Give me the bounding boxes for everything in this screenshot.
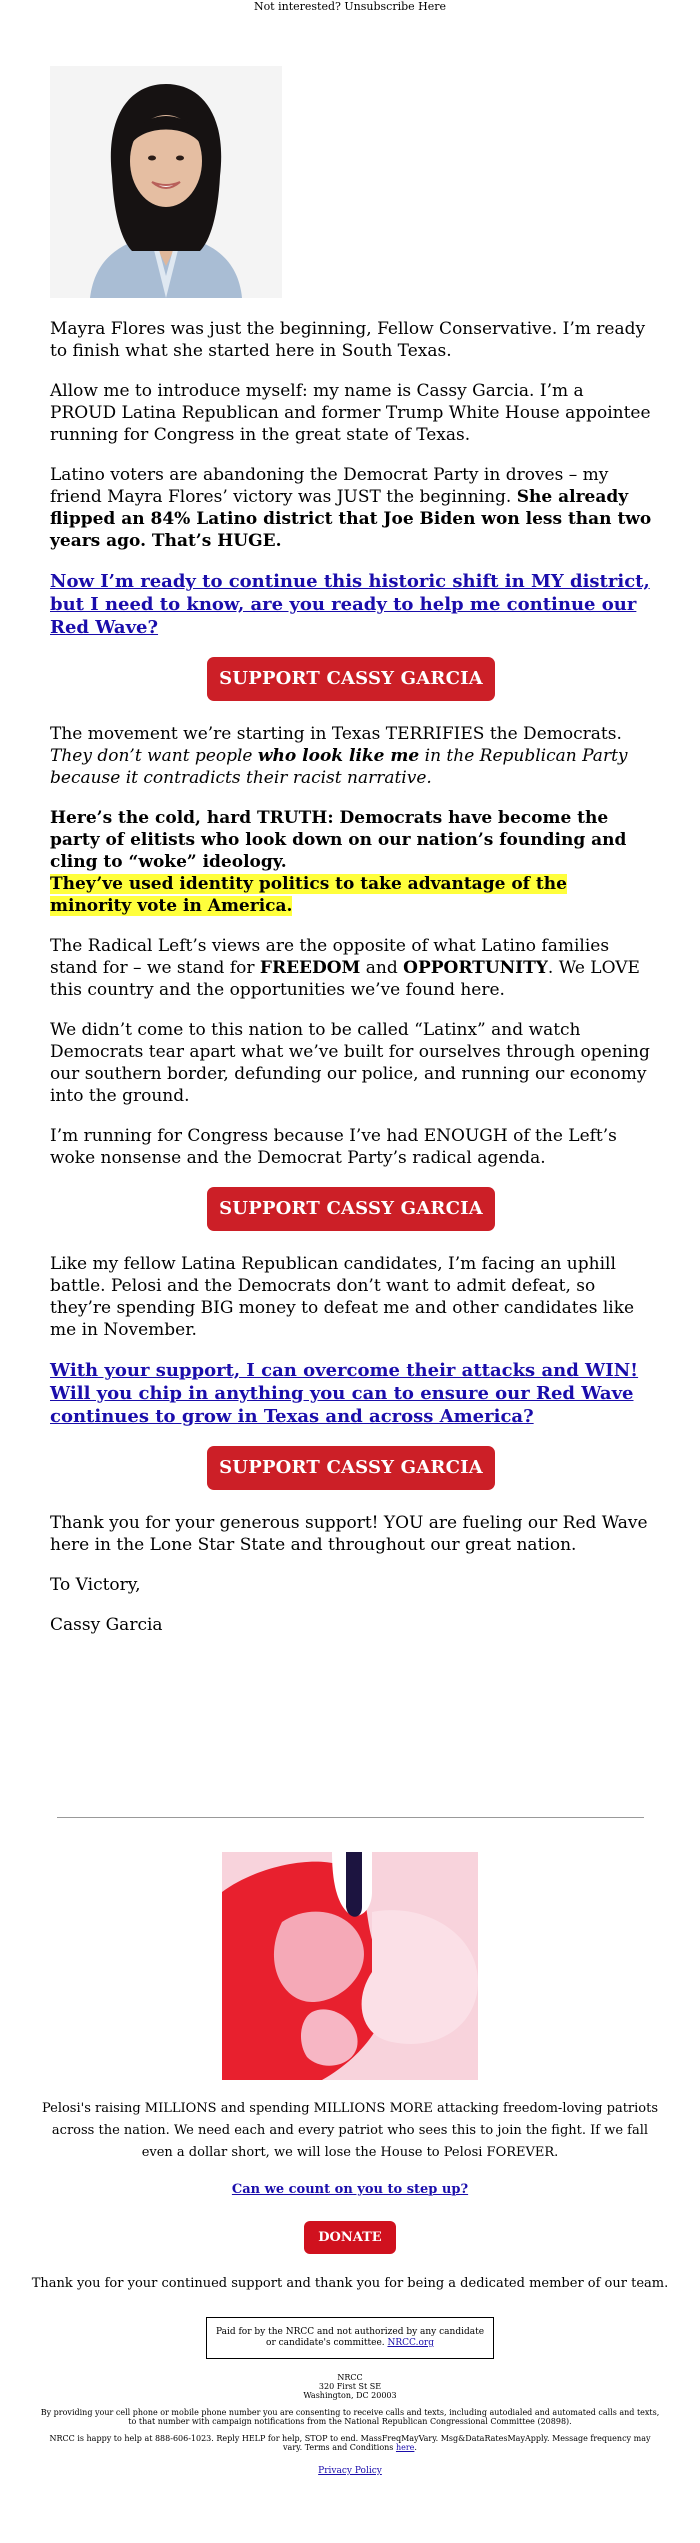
email-body — [50, 66, 652, 1654]
paid-for-disclaimer — [206, 2317, 494, 2359]
paragraph-latinx: We didn’t come to this nation to be called “Latinx” and watch Democrats tear apart what we’ve built for ourselves through opening our southern border, defunding our police, and running our economy into the ground. — [50, 1020, 650, 1106]
text-span: The Radical Left’s views are the opposite of what Latino families stand for – we stand for — [50, 936, 610, 978]
sms-consent-text: By providing your cell phone or mobile phone number you are consenting to receive calls and texts, including autodialed and automated calls and texts, to that number with campaign notifications from the National Republican Congressional Committee (20898). — [40, 2408, 660, 2426]
cta-container — [50, 657, 652, 701]
paragraph-running: I’m running for Congress because I’ve had ENOUGH of the Left’s woke nonsense and the Democrat Party’s radical agenda. — [50, 1126, 617, 1168]
italic-text: They don’t want people — [50, 746, 258, 766]
text-span: . We LOVE this country and the opportunities we’ve found here. — [50, 958, 640, 1000]
text-span: and — [360, 958, 404, 978]
paragraph-uphill-battle: Like my fellow Latina Republican candidates, I’m facing an uphill battle. Pelosi and the Democrats don’t want to admit defeat, so they’re spending BIG money to defeat me and other candidates like me in November. — [50, 1254, 635, 1340]
paid-text: Paid for by the NRCC and not authorized by any candidate or candidate's committee. — [215, 2327, 485, 2348]
address-line: Washington, DC 20003 — [303, 2391, 397, 2400]
bold-italic-text: who look like me — [257, 746, 420, 766]
ask-line — [0, 2182, 700, 2197]
paragraph-radical-left — [50, 935, 652, 1001]
chip-in-link[interactable]: With your support, I can overcome their attacks and WIN! Will you chip in anything you can to ensure our Red Wave continues to grow in Texas and across America? — [50, 1360, 639, 1427]
bold-text: She already flipped an 84% Latino district that Joe Biden won less than two years ago. That’s HUGE. — [50, 487, 652, 551]
address-line: 320 First St SE — [318, 2382, 382, 2391]
signature: Cassy Garcia — [50, 1615, 163, 1635]
footer-message: Pelosi's raising MILLIONS and spending MILLIONS MORE attacking freedom-loving patriots across the nation. We need each and every patriot who sees this to join the fight. If we fall even a dollar short, we will lose the House to Pelosi FOREVER. — [41, 2101, 659, 2160]
continue-red-wave-link[interactable]: Now I’m ready to continue this historic shift in MY district, but I need to know, are you ready to help me continue our Red Wave? — [50, 571, 650, 638]
nrcc-link[interactable]: NRCC.org — [387, 2338, 434, 2348]
paragraph-latino-voters — [50, 464, 652, 552]
support-cassy-garcia-button[interactable]: SUPPORT CASSY GARCIA — [207, 657, 495, 701]
candidate-photo — [50, 66, 282, 298]
paragraph-movement — [50, 723, 652, 789]
terms-link[interactable]: here — [395, 2443, 415, 2452]
paragraph-thank-you: Thank you for your generous support! YOU are fueling our Red Wave here in the Lone Star State and throughout our great nation. — [50, 1513, 648, 1555]
text-span: The movement we’re starting in Texas TERRIFIES the Democrats. — [50, 724, 622, 744]
bold-text: Here’s the cold, hard TRUTH: Democrats have become the party of elitists who look down on our nation’s founding and cling to “woke” ideology. — [50, 808, 627, 872]
cta-container — [50, 1187, 652, 1231]
divider — [57, 1817, 644, 1818]
italic-text: in the Republican Party because it contradicts their racist narrative. — [50, 746, 628, 788]
step-up-link[interactable]: Can we count on you to step up? — [231, 2182, 469, 2197]
text-span: Latino voters are abandoning the Democrat Party in droves – my friend Mayra Flores’ victory was JUST the beginning. — [50, 465, 609, 507]
address-line: NRCC — [337, 2373, 363, 2382]
bold-text: OPPORTUNITY — [403, 958, 548, 978]
donate-button[interactable]: DONATE — [304, 2221, 395, 2254]
bold-text: FREEDOM — [259, 958, 361, 978]
privacy-line — [0, 2466, 700, 2476]
unsubscribe-bar — [0, 0, 700, 14]
unsubscribe-link[interactable]: Not interested? Unsubscribe Here — [253, 0, 447, 13]
abstract-illustration — [222, 1852, 478, 2080]
sms-help-text: NRCC is happy to help at 888-606-1023. Reply HELP for help, STOP to end. MassFreqMayVary. Msg&DataRatesMayApply. Message frequency may vary. Terms and Conditions here. — [49, 2434, 651, 2452]
support-cassy-garcia-button[interactable]: SUPPORT CASSY GARCIA — [207, 1446, 495, 1490]
highlighted-text: They’ve used identity politics to take advantage of the minority vote in America. — [50, 874, 567, 916]
paragraph-introduction: Allow me to introduce myself: my name is Cassy Garcia. I’m a PROUD Latina Republican and former Trump White House appointee running for Congress in the great state of Texas. — [50, 381, 651, 445]
privacy-policy-link[interactable]: Privacy Policy — [318, 2466, 382, 2476]
paragraph-truth — [50, 807, 652, 917]
paragraph-intro: Mayra Flores was just the beginning, Fellow Conservative. I’m ready to finish what she started here in South Texas. — [50, 319, 646, 361]
signoff: To Victory, — [50, 1575, 141, 1595]
support-cassy-garcia-button[interactable]: SUPPORT CASSY GARCIA — [207, 1187, 495, 1231]
footer-thanks: Thank you for your continued support and thank you for being a dedicated member of our team. — [31, 2276, 669, 2291]
mailing-address — [0, 2373, 700, 2400]
cta-container — [50, 1446, 652, 1490]
footer — [0, 1817, 700, 2476]
help-text: NRCC is happy to help at 888-606-1023. Reply HELP for help, STOP to end. MassFreqMayVary. Msg&DataRatesMayApply. Message frequency may vary. Terms and Conditions — [49, 2434, 651, 2452]
